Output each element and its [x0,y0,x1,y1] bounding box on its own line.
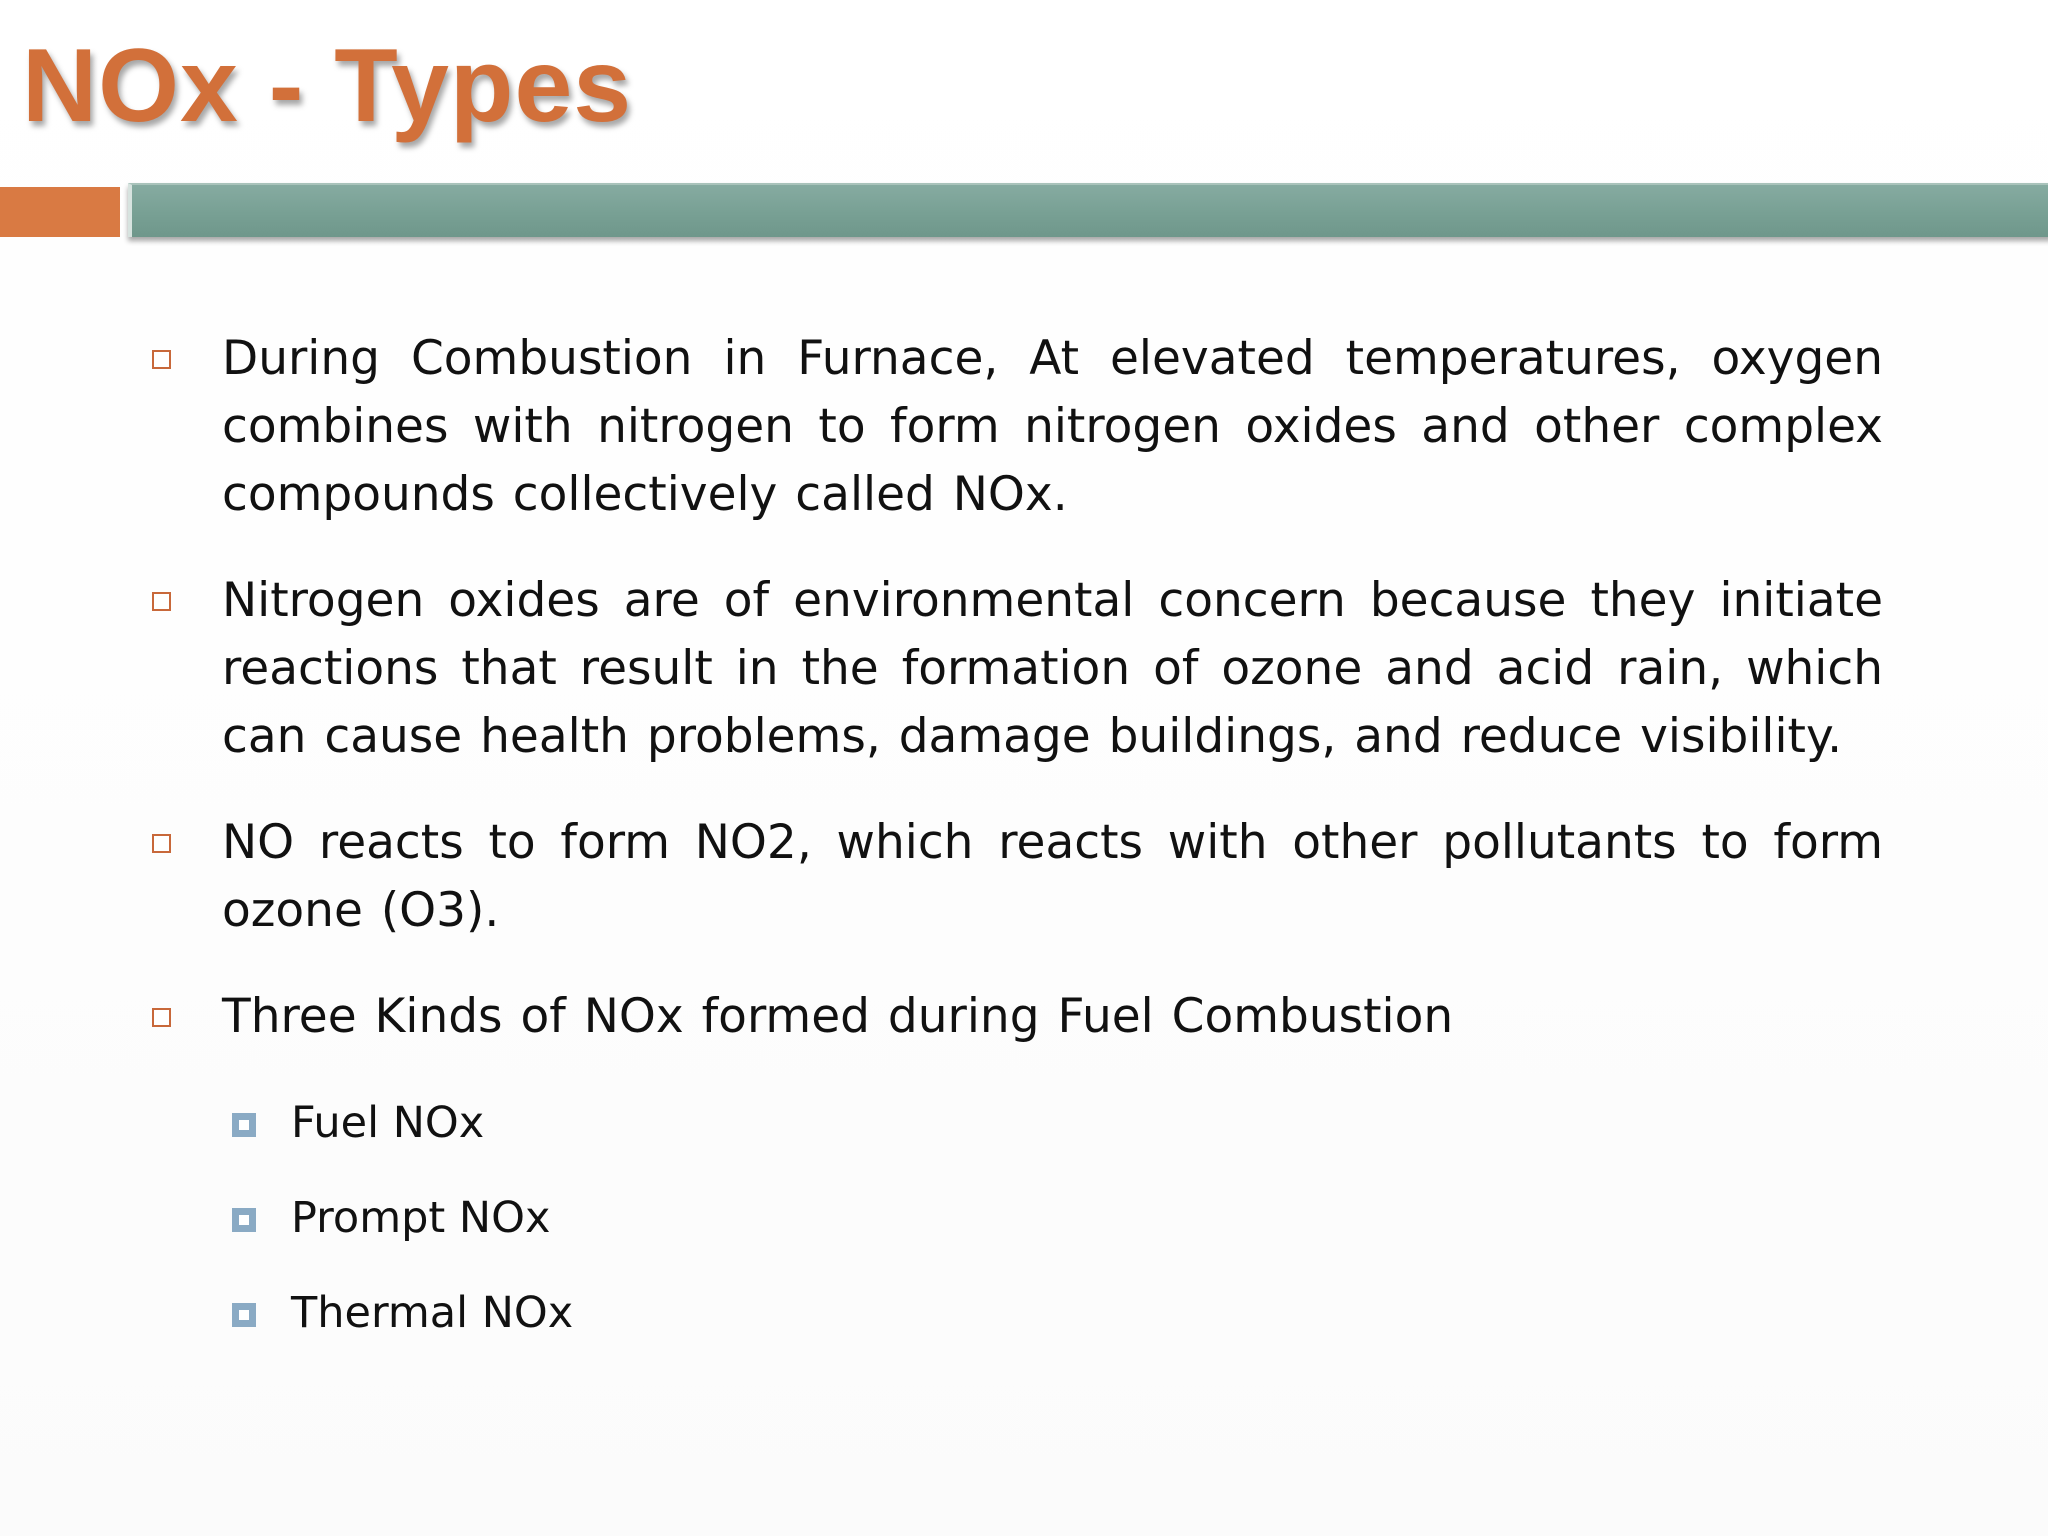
bullet-item [150,325,1883,529]
bullet-item [150,567,1883,771]
title-accent-bar-orange [0,187,120,237]
sub-bullet-item [150,1093,1883,1153]
sub-bullet-text: Fuel NOx [291,1098,485,1148]
bullet-text: Nitrogen oxides are of environmental concern because they initiate reactions that result in the formation of ozone and acid rain, which can cause health problems, damage buildings, and reduce visibility. [222,573,1883,764]
slide-content [150,325,1883,1378]
title-accent-bar-teal [128,183,2048,237]
bullet-item [150,983,1883,1051]
square-bullet-icon [152,834,171,853]
sub-bullet-text: Prompt NOx [291,1193,551,1243]
slide-title: NOx - Types [22,28,633,144]
filled-square-bullet-icon [232,1208,256,1232]
square-bullet-icon [152,592,171,611]
square-bullet-icon [152,1008,171,1027]
bullet-text: NO reacts to form NO2, which reacts with other pollutants to form ozone (O3). [222,815,1883,938]
filled-square-bullet-icon [232,1303,256,1327]
bullet-item [150,809,1883,945]
square-bullet-icon [152,350,171,369]
bullet-text: Three Kinds of NOx formed during Fuel Combustion [222,989,1454,1044]
bullet-text: During Combustion in Furnace, At elevated temperatures, oxygen combines with nitrogen to form nitrogen oxides and other complex compounds collectively called NOx. [222,331,1883,522]
sub-bullet-item [150,1283,1883,1343]
sub-bullet-text: Thermal NOx [291,1288,574,1338]
sub-bullet-item [150,1188,1883,1248]
filled-square-bullet-icon [232,1113,256,1137]
